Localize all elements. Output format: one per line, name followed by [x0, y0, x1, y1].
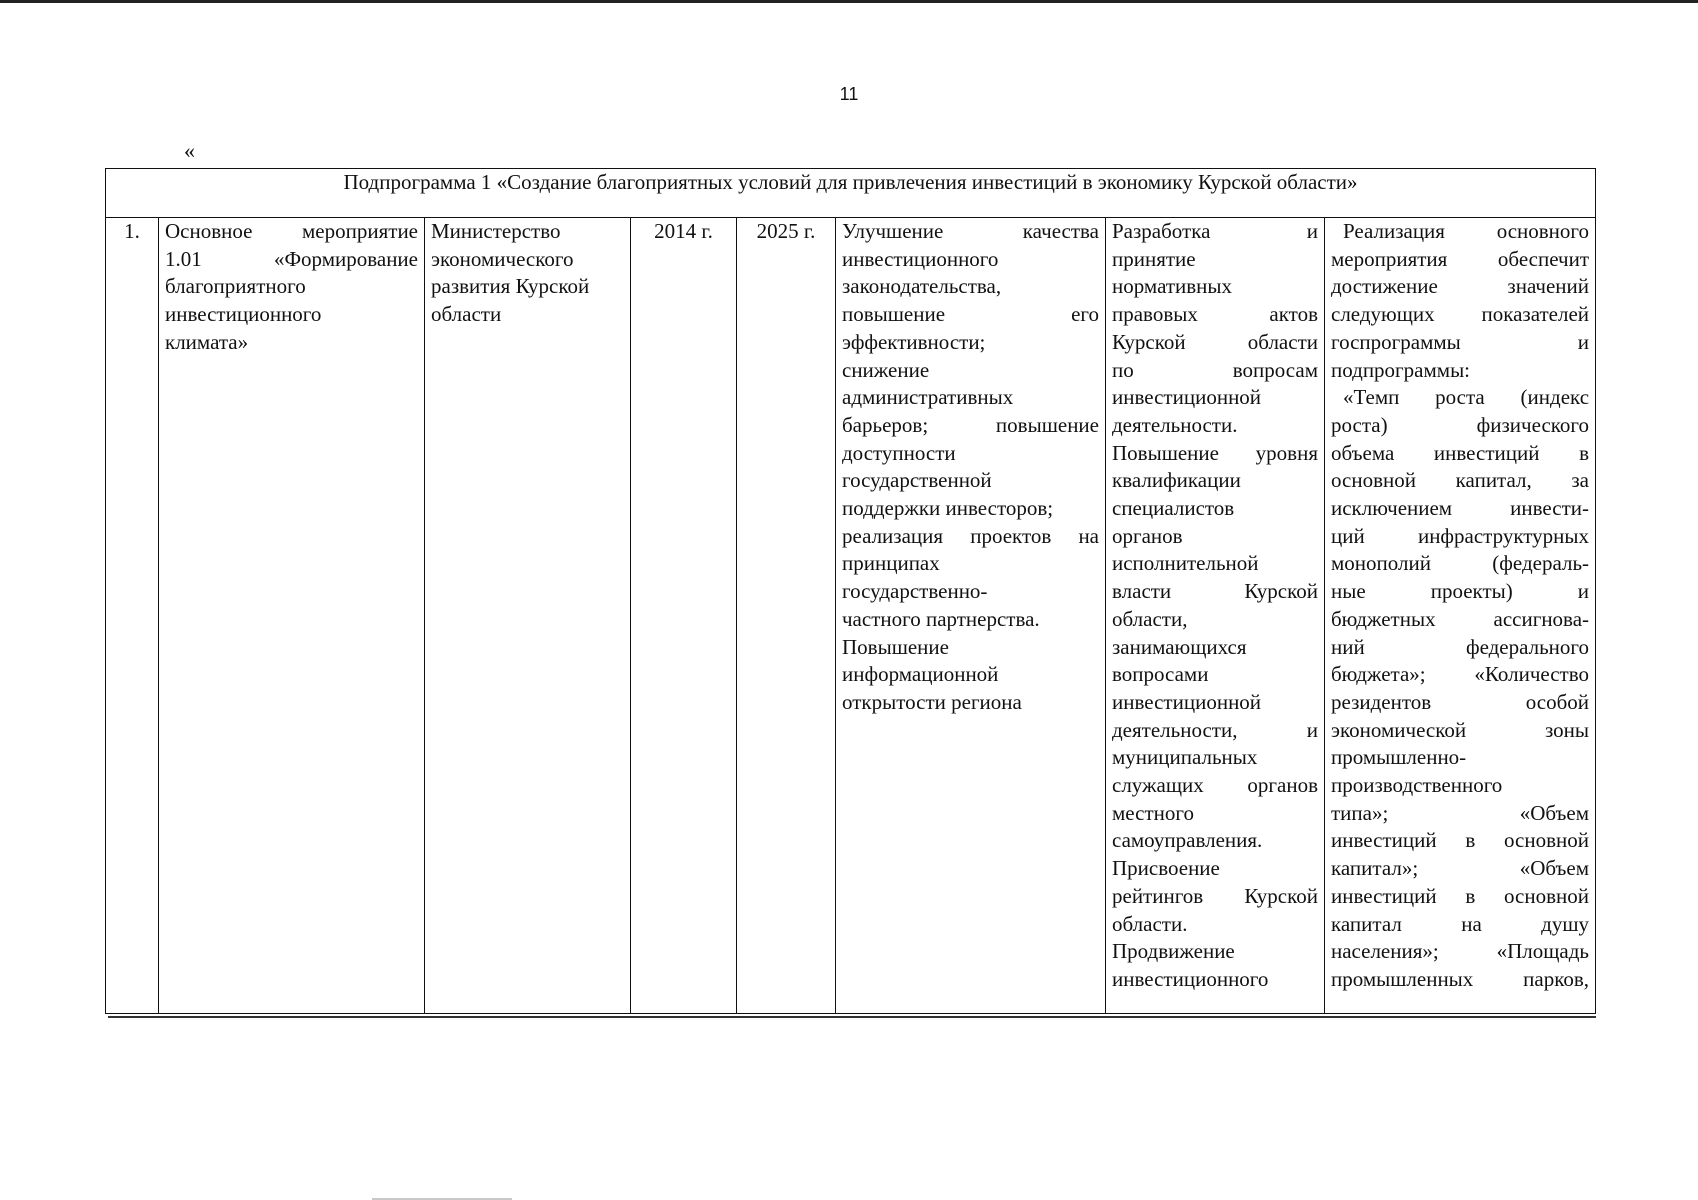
directions-line: специалистов — [1112, 496, 1235, 521]
indicators-line: основной капитал, за — [1331, 468, 1590, 493]
indicators-line: объема инвестиций в — [1331, 440, 1590, 465]
indicators-line: исключением инвести- — [1331, 496, 1590, 521]
results-line: принципах — [842, 551, 940, 576]
directions-line: инвестиционного — [1112, 966, 1269, 991]
directions-line: принятие — [1112, 246, 1196, 271]
executor-line: Министерство — [431, 219, 561, 243]
indicators-line: мероприятия обеспечит — [1331, 246, 1590, 271]
indicators-line: промышленно- — [1331, 745, 1467, 770]
results-line: частного партнерства. — [842, 606, 1040, 631]
directions-line: деятельности, и — [1112, 717, 1318, 742]
page-number: 11 — [839, 84, 859, 104]
directions-line: муниципальных — [1112, 745, 1258, 770]
directions-line: Курской области — [1112, 329, 1318, 354]
directions-line: квалификации — [1112, 468, 1241, 493]
indicators-line: резидентов особой — [1331, 689, 1590, 714]
indicators-line: типа»; «Объем — [1331, 800, 1590, 825]
indicators-line: бюджетных ассигнова- — [1331, 606, 1590, 631]
executor-line: экономического — [431, 246, 574, 271]
event-line: инвестиционного — [165, 302, 322, 327]
indicators-line: достижение значений — [1331, 274, 1590, 299]
results-line: эффективности; — [842, 329, 986, 354]
directions-line: инвестиционной — [1112, 689, 1262, 714]
directions-line: Повышение уровня — [1112, 440, 1318, 465]
directions-line: Разработка и — [1112, 219, 1318, 243]
subprogram-header-row — [106, 169, 1596, 218]
indicators-line: подпрограммы: — [1331, 357, 1471, 382]
directions-line: правовых актов — [1112, 302, 1318, 327]
directions-line: служащих органов — [1112, 773, 1318, 798]
indicators-line: капитал»; «Объем — [1331, 856, 1590, 881]
results-line: инвестиционного — [842, 246, 999, 271]
results-line: доступности — [842, 440, 956, 465]
row-number: 1. — [106, 218, 159, 1014]
indicators-line: населения»; «Площадь — [1331, 939, 1590, 964]
results-line: поддержки инвесторов; — [842, 496, 1054, 521]
directions-line: вопросами — [1112, 662, 1209, 687]
directions-cell — [1106, 218, 1325, 1014]
results-line: открытости региона — [842, 689, 1022, 714]
indicators-line: инвестиций в основной — [1331, 828, 1590, 853]
indicators-line: бюджета»; «Количество — [1331, 662, 1590, 687]
results-line: законодательства, — [842, 274, 1002, 299]
subprogram-title: Подпрограмма 1 «Создание благоприятных условий для привлечения инвестиций в экономику Курской области» — [106, 169, 1596, 218]
indicators-line: ций инфраструктурных — [1331, 523, 1590, 548]
indicators-line: промышленных парков, — [1331, 966, 1590, 991]
results-line: административных — [842, 385, 1014, 410]
indicators-line: инвестиций в основной — [1331, 883, 1590, 908]
subprogram-table — [105, 168, 1596, 1014]
directions-line: исполнительной — [1112, 551, 1259, 576]
indicators-line: ные проекты) и — [1331, 579, 1590, 604]
directions-line: Присвоение — [1112, 856, 1220, 881]
results-line: Повышение — [842, 634, 949, 659]
directions-line: занимающихся — [1112, 634, 1247, 659]
indicators-line: «Темп роста (индекс — [1343, 385, 1590, 410]
event-line: благоприятного — [165, 274, 306, 299]
results-line: реализация проектов на — [842, 523, 1099, 548]
event-line: климата» — [165, 329, 249, 354]
results-cell — [836, 218, 1106, 1014]
indicators-cell — [1325, 218, 1596, 1014]
directions-line: власти Курской — [1112, 579, 1318, 604]
executor-line: области — [431, 302, 502, 327]
indicators-line: экономической зоны — [1331, 717, 1590, 742]
directions-line: рейтингов Курской — [1112, 883, 1318, 908]
directions-line: по вопросам — [1112, 357, 1318, 382]
directions-line: органов — [1112, 523, 1183, 548]
results-line: государственно- — [842, 579, 988, 604]
indicators-line: госпрограммы и — [1331, 329, 1590, 354]
indicators-line: производственного — [1331, 773, 1503, 798]
directions-line: области, — [1112, 606, 1188, 631]
end-year-cell: 2025 г. — [737, 218, 836, 1014]
indicators-line: ний федерального — [1331, 634, 1590, 659]
results-line: государственной — [842, 468, 992, 493]
start-year-cell: 2014 г. — [631, 218, 737, 1014]
directions-line: области. — [1112, 911, 1188, 936]
executor-line: развития Курской — [431, 274, 590, 299]
directions-line: Продвижение — [1112, 939, 1235, 964]
indicators-line: монополий (федераль- — [1331, 551, 1590, 576]
bottom-rule — [108, 1016, 1596, 1018]
results-line: снижение — [842, 357, 930, 382]
indicators-line: следующих показателей — [1331, 302, 1590, 327]
results-line: Улучшение качества — [842, 219, 1099, 243]
opening-quote: « — [184, 138, 195, 163]
directions-line: самоуправления. — [1112, 828, 1263, 853]
directions-line: нормативных — [1112, 274, 1233, 299]
results-line: информационной — [842, 662, 999, 687]
indicators-line: роста) физического — [1331, 412, 1590, 437]
table-row — [106, 218, 1596, 1014]
event-line: 1.01 «Формирование — [165, 246, 418, 271]
executor-cell — [425, 218, 631, 1014]
indicators-line: Реализация основного — [1343, 219, 1590, 243]
directions-line: инвестиционной — [1112, 385, 1262, 410]
results-line: повышение его — [842, 302, 1099, 327]
results-line: барьеров; повышение — [842, 412, 1099, 437]
directions-line: местного — [1112, 800, 1194, 825]
event-line: Основное мероприятие — [165, 219, 418, 243]
indicators-line: капитал на душу — [1331, 911, 1590, 936]
event-cell — [159, 218, 425, 1014]
directions-line: деятельности. — [1112, 412, 1238, 437]
page-top-edge — [0, 0, 1698, 3]
